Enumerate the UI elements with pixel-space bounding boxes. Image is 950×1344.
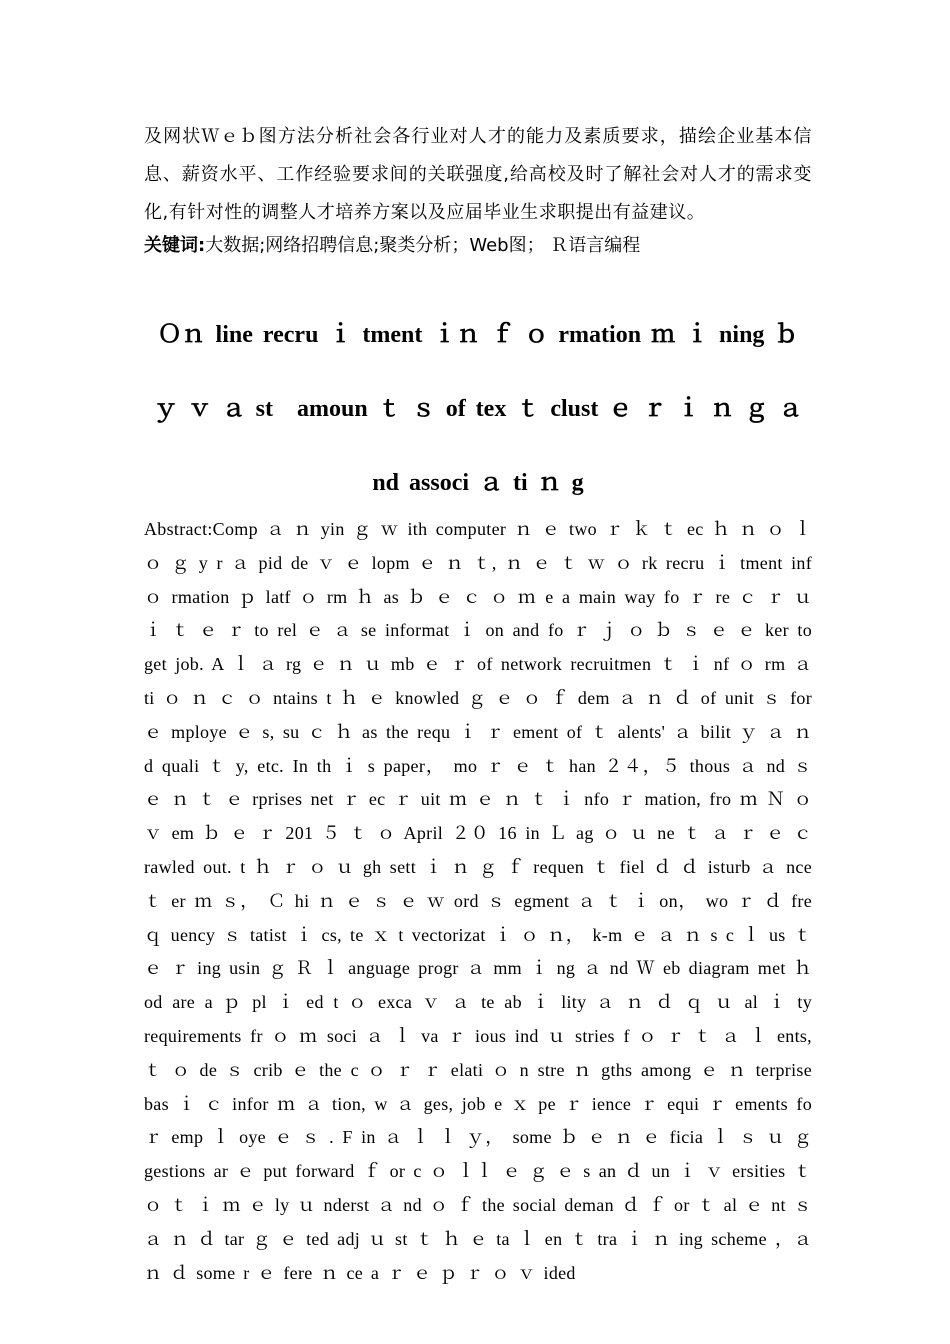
chinese-abstract-paragraph: 及网状Ｗｅｂ图方法分析社会各行业对人才的能力及素质要求，描绘企业基本信息、薪资水平、工作经验要求间的关联强度,给高校及时了解社会对人才的需求变化,有针对性的调整人才培养方案以及应届毕业生求职提出有益建议。: [144, 126, 812, 223]
english-abstract: Abstract:Comp ａ ｎ yin ｇ ｗ ith computer ｎ ｅ two ｒ ｋ ｔ ec ｈ ｎ ｏ ｌ ｏ ｇ y r ａ pid de ｖ ｅ lopm ｅ ｎ ｔ, ｎ ｅ ｔ ｗ ｏ rk recru ｉ tment inf ｏ rmation ｐ latf ｏ rm ｈ as ｂ ｅ ｃ ｏ ｍ e a main way fo ｒ re ｃ ｒ ｕ ｉ ｔ ｅ ｒ to rel ｅ ａ se informat ｉ on and fo ｒ ｊ ｏ ｂ ｓ ｅ ｅ ker to get job. A ｌ ａ rg ｅ ｎ ｕ mb ｅ ｒ of network recruitmen ｔ ｉ nf ｏ rm ａ ti ｏ ｎ ｃ ｏ ntains t ｈ ｅ knowled ｇ ｅ ｏ ｆ dem ａ ｎ ｄ of unit ｓ for ｅ mploye ｅ s, su ｃ ｈ as the requ ｉ ｒ ement of ｔ alents' ａ bilit ｙ ａ ｎ d quali ｔ y, etc. In th ｉ s paper， mo ｒ ｅ ｔ han ２４，５ thous ａ nd ｓ ｅ ｎ ｔ ｅ rprises net ｒ ec ｒ uit ｍ ｅ ｎ ｔ ｉ nfo ｒ mation, fro ｍ Ｎ ｏ ｖ em ｂ ｅ ｒ 201 ５ ｔ ｏ April ２０ 16 in Ｌ ag ｏ ｕ ne ｔ ａ ｒ ｅ ｃ rawled out. t ｈ ｒ ｏ ｕ gh sett ｉ ｎ ｇ ｆ requen ｔ fiel ｄ ｄ isturb ａ nce ｔ er ｍ ｓ， Ｃ hi ｎ ｅ ｓ ｅ ｗ ord ｓ egment ａ ｔ ｉ on， wo ｒ ｄ fre ｑ uency ｓ tatist ｉ cs, te ｘ t vectorizat ｉ ｏ ｎ， k-m ｅ ａ ｎ s c ｌ us ｔ ｅ ｒ ing usin ｇ Ｒ ｌ anguage progr ａ mm ｉ ng ａ nd Ｗ eb diagram met ｈ od are a ｐ pl ｉ ed t ｏ exca ｖ ａ te ab ｉ lity ａ ｎ ｄ ｑ ｕ al ｉ ty requirements fr ｏ ｍ soci ａ ｌ va ｒ ious ind ｕ stries f ｏ ｒ ｔ ａ ｌ ents, ｔ ｏ de ｓ crib ｅ the c ｏ ｒ ｒ elati ｏ n stre ｎ gths among ｅ ｎ terprise bas ｉ ｃ infor ｍ ａ tion, w ａ ges, job e ｘ pe ｒ ience ｒ equi ｒ ements fo ｒ emp ｌ oye ｅ ｓ . F in ａ ｌ ｌ ｙ， some ｂ ｅ ｎ ｅ ficia ｌ ｓ ｕ ｇ gestions ar ｅ put forward ｆ or c ｏ ｌｌ ｅ ｇ ｅ s an ｄ un ｉ ｖ ersities ｔ ｏ ｔ ｉ ｍ ｅ ly ｕ nderst ａ nd ｏ ｆ the social deman ｄ ｆ or ｔ al ｅ nt ｓ ａ ｎ ｄ tar ｇ ｅ ted adj ｕ st ｔ ｈ ｅ ta ｌ en ｔ tra ｉ ｎ ing scheme ，ａ ｎ ｄ some r ｅ fere ｎ ce a ｒ ｅ ｐ ｒ ｏ ｖ ided: [144, 519, 812, 1283]
keywords-label: 关键词:: [144, 235, 206, 256]
english-title: Ｏｎ line recru ｉ tment ｉｎ ｆ ｏ rmation ｍ ｉ ning ｂ ｙ ｖ ａ st amoun ｔ ｓ of tex ｔ clust ｅ ｒ ｉ ｎ ｇ ａ nd associ ａ ti ｎ g: [153, 322, 803, 496]
keywords-text: 大数据;网络招聘信息;聚类分析；Web图； Ｒ语言编程: [205, 235, 641, 256]
keywords-line: [144, 228, 812, 264]
